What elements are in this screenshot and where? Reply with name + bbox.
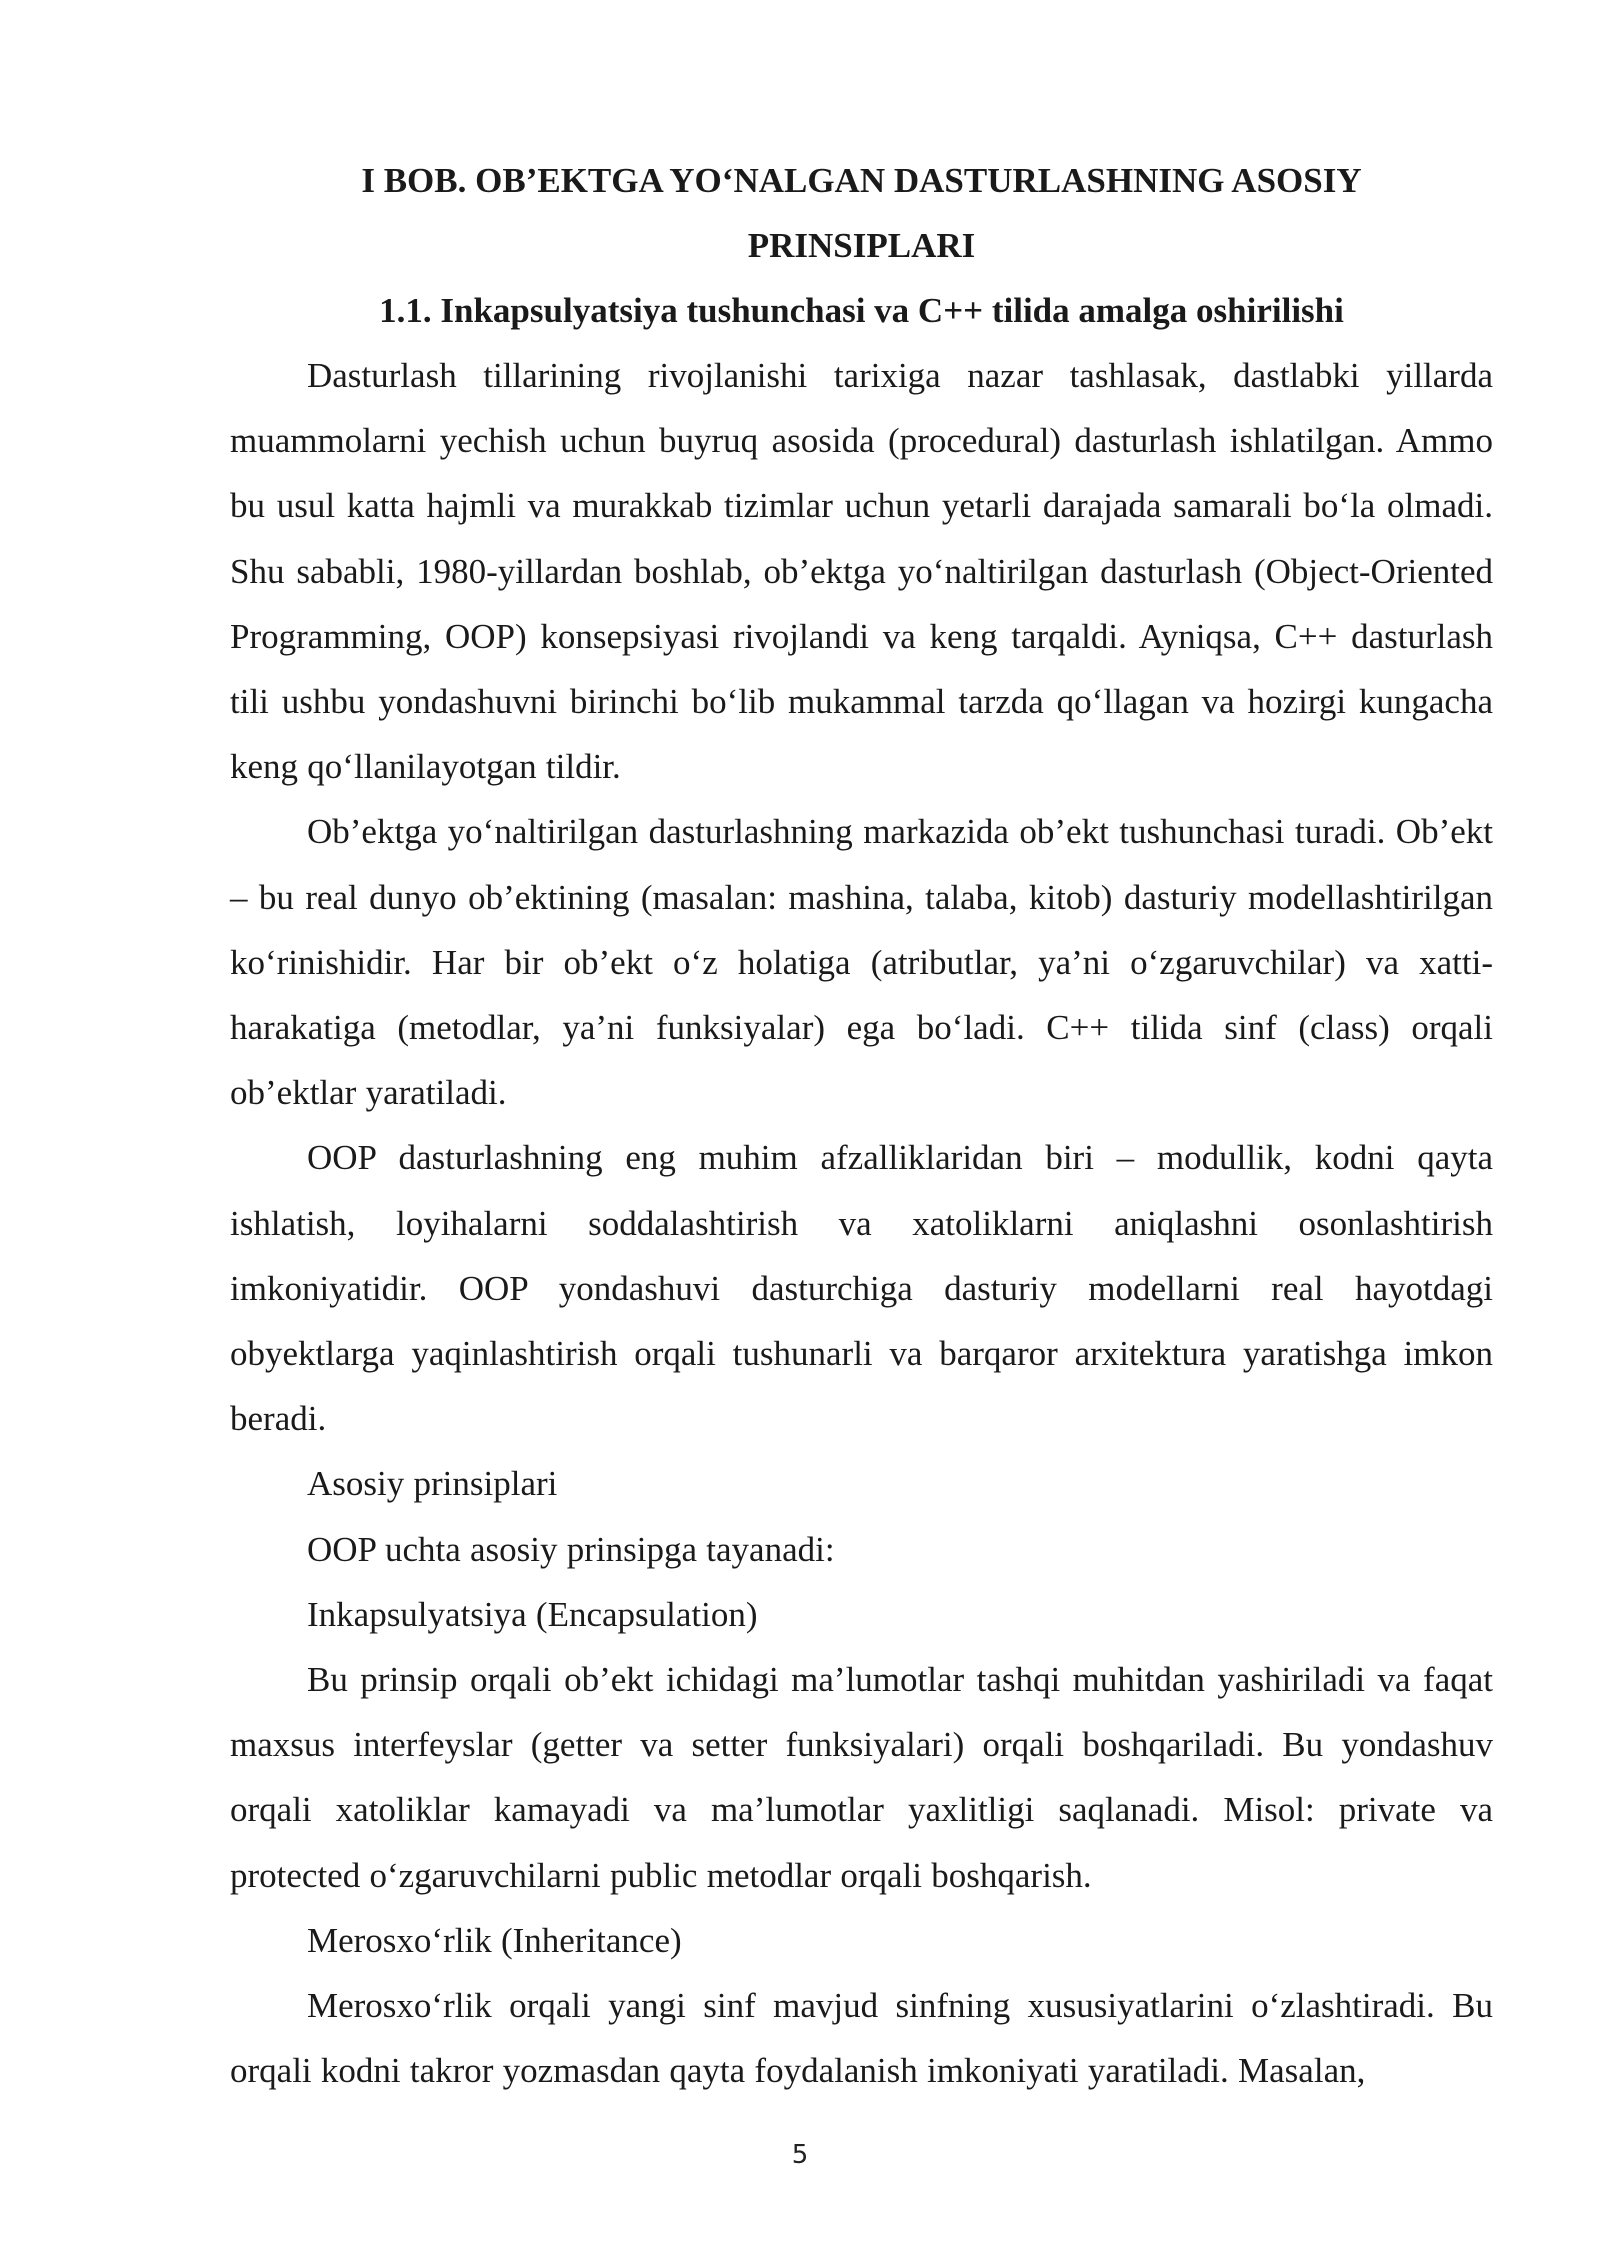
subheading-inheritance: Merosxo‘rlik (Inheritance) — [307, 1920, 682, 1960]
paragraph-oop-advantages: OOP dasturlashning eng muhim afzalliklaridan biri – modullik, kodni qayta ishlatish, loyihalarni soddalashtirish va xatoliklarni aniqlashni osonlashtirish imkoniyatidir. OOP yondashuvi dasturchiga dasturiy modellarni real hayotdagi obyektlarga yaqinlashtirish orqali tushunarli va barqaror arxitektura yaratishga imkon beradi. — [230, 1138, 1493, 1439]
paragraph-intro: Dasturlash tillarining rivojlanishi tarixiga nazar tashlasak, dastlabki yillarda muammolarni yechish uchun buyruq asosida (procedural) dasturlash ishlatilgan. Ammo bu usul katta hajmli va murakkab tizimlar uchun yetarli darajada samarali bo‘la olmadi. Shu sababli, 1980-yillardan boshlab, ob’ektga yo‘naltirilgan dasturlash (Object-Oriented Programming, OOP) konsepsiyasi rivojlandi va keng tarqaldi. Ayniqsa, C++ dasturlash tili ushbu yondashuvni birinchi bo‘lib mukammal tarzda qo‘llagan va hozirgi kungacha keng qo‘llanilayotgan tildir. — [230, 356, 1493, 787]
paragraph-inheritance: Merosxo‘rlik orqali yangi sinf mavjud sinfning xususiyatlarini o‘zlashtiradi. Bu orqali kodni takror yozmasdan qayta foydalanish imkoniyati yaratiladi. Masalan, — [230, 1986, 1493, 2091]
document-page — [230, 148, 1493, 2103]
subheading-main-principles: Asosiy prinsiplari — [307, 1464, 558, 1504]
paragraph-encapsulation: Bu prinsip orqali ob’ekt ichidagi ma’lumotlar tashqi muhitdan yashiriladi va faqat maxsus interfeyslar (getter va setter funksiyalari) orqali boshqariladi. Bu yondashuv orqali xatoliklar kamayadi va ma’lumotlar yaxlitligi saqlanadi. Misol: private va protected o‘zgaruvchilarni public metodlar orqali boshqarish. — [230, 1660, 1493, 1895]
page-number: 5 — [791, 2140, 809, 2170]
chapter-title: I BOB. OB’EKTGA YO‘NALGAN DASTURLASHNING ASOSIY PRINSIPLARI — [361, 161, 1362, 265]
paragraph-three-principles: OOP uchta asosiy prinsipga tayanadi: — [307, 1529, 835, 1569]
subheading-encapsulation: Inkapsulyatsiya (Encapsulation) — [307, 1594, 758, 1634]
section-title: 1.1. Inkapsulyatsiya tushunchasi va C++ tilida amalga oshirilishi — [379, 291, 1344, 330]
paragraph-object-concept: Ob’ektga yo‘naltirilgan dasturlashning markazida ob’ekt tushunchasi turadi. Ob’ekt – bu real dunyo ob’ektining (masalan: mashina, talaba, kitob) dasturiy modellashtirilgan ko‘rinishidir. Har bir ob’ekt o‘z holatiga (atributlar, ya’ni o‘zgaruvchilar) va xatti-harakatiga (metodlar, ya’ni funksiyalar) ega bo‘ladi. C++ tilida sinf (class) orqali ob’ektlar yaratiladi. — [230, 812, 1493, 1113]
